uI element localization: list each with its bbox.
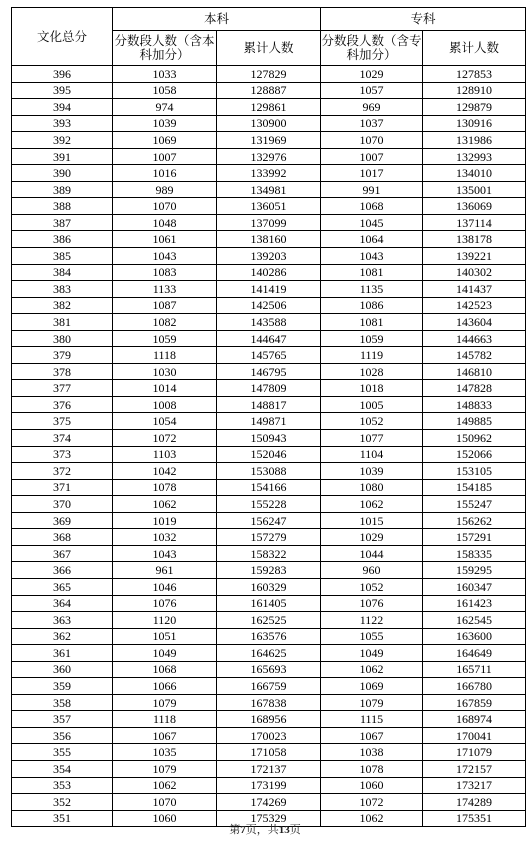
cell-score: 385	[12, 248, 113, 265]
cell-score: 383	[12, 281, 113, 298]
cell-vocational-cumulative: 143604	[423, 314, 526, 331]
header-undergraduate: 本科	[113, 8, 321, 31]
cell-score: 353	[12, 777, 113, 794]
cell-undergrad-cumulative: 165693	[217, 661, 321, 678]
cell-score: 389	[12, 181, 113, 198]
cell-undergrad-segment: 1082	[113, 314, 217, 331]
cell-undergrad-segment: 1039	[113, 115, 217, 132]
cell-vocational-segment: 1017	[321, 165, 423, 182]
cell-score: 357	[12, 711, 113, 728]
cell-undergrad-segment: 1049	[113, 645, 217, 662]
cell-score: 355	[12, 744, 113, 761]
cell-undergrad-segment: 1059	[113, 330, 217, 347]
cell-vocational-segment: 1039	[321, 463, 423, 480]
cell-vocational-cumulative: 171079	[423, 744, 526, 761]
cell-undergrad-segment: 1068	[113, 661, 217, 678]
cell-vocational-cumulative: 161423	[423, 595, 526, 612]
cell-undergrad-cumulative: 128887	[217, 82, 321, 99]
table-row	[12, 678, 526, 695]
table-row	[12, 661, 526, 678]
cell-undergrad-cumulative: 144647	[217, 330, 321, 347]
cell-score: 377	[12, 380, 113, 397]
cell-undergrad-segment: 1087	[113, 297, 217, 314]
cell-vocational-segment: 1005	[321, 396, 423, 413]
table-row	[12, 430, 526, 447]
cell-vocational-cumulative: 128910	[423, 82, 526, 99]
cell-vocational-cumulative: 163600	[423, 628, 526, 645]
table-row	[12, 380, 526, 397]
cell-vocational-segment: 1060	[321, 777, 423, 794]
cell-vocational-cumulative: 129879	[423, 99, 526, 116]
table-row	[12, 612, 526, 629]
table-row	[12, 595, 526, 612]
table-row	[12, 248, 526, 265]
cell-undergrad-segment: 1118	[113, 711, 217, 728]
table-row	[12, 512, 526, 529]
cell-vocational-segment: 1043	[321, 248, 423, 265]
table-row	[12, 148, 526, 165]
cell-score: 359	[12, 678, 113, 695]
table-row	[12, 496, 526, 513]
table-row	[12, 628, 526, 645]
cell-vocational-cumulative: 130916	[423, 115, 526, 132]
cell-score: 367	[12, 545, 113, 562]
cell-undergrad-segment: 1030	[113, 363, 217, 380]
cell-undergrad-cumulative: 143588	[217, 314, 321, 331]
cell-vocational-cumulative: 135001	[423, 181, 526, 198]
cell-score: 380	[12, 330, 113, 347]
cell-score: 375	[12, 413, 113, 430]
cell-score: 391	[12, 148, 113, 165]
cell-score: 368	[12, 529, 113, 546]
cell-undergrad-segment: 1118	[113, 347, 217, 364]
cell-undergrad-segment: 1016	[113, 165, 217, 182]
table-row	[12, 463, 526, 480]
cell-vocational-cumulative: 146810	[423, 363, 526, 380]
cell-vocational-segment: 1037	[321, 115, 423, 132]
cell-undergrad-segment: 1079	[113, 760, 217, 777]
cell-undergrad-segment: 1072	[113, 430, 217, 447]
cell-undergrad-cumulative: 152046	[217, 446, 321, 463]
table-row	[12, 363, 526, 380]
cell-vocational-segment: 1059	[321, 330, 423, 347]
cell-score: 390	[12, 165, 113, 182]
cell-vocational-segment: 1064	[321, 231, 423, 248]
cell-vocational-cumulative: 137114	[423, 214, 526, 231]
cell-undergrad-segment: 1043	[113, 248, 217, 265]
cell-vocational-segment: 1029	[321, 529, 423, 546]
cell-undergrad-cumulative: 156247	[217, 512, 321, 529]
cell-score: 384	[12, 264, 113, 281]
cell-vocational-cumulative: 175351	[423, 810, 526, 827]
cell-vocational-cumulative: 162545	[423, 612, 526, 629]
cell-undergrad-segment: 989	[113, 181, 217, 198]
cell-score: 369	[12, 512, 113, 529]
cell-score: 370	[12, 496, 113, 513]
cell-undergrad-cumulative: 161405	[217, 595, 321, 612]
cell-score: 351	[12, 810, 113, 827]
table-row	[12, 562, 526, 579]
table-row	[12, 115, 526, 132]
cell-undergrad-cumulative: 157279	[217, 529, 321, 546]
header-vocational-segment-count: 分数段人数（含专科加分）	[321, 31, 423, 66]
footer-prefix: 第	[229, 823, 241, 836]
cell-undergrad-cumulative: 137099	[217, 214, 321, 231]
cell-score: 358	[12, 694, 113, 711]
cell-vocational-segment: 1049	[321, 645, 423, 662]
cell-vocational-segment: 1079	[321, 694, 423, 711]
table-row	[12, 578, 526, 595]
table-row	[12, 545, 526, 562]
cell-score: 360	[12, 661, 113, 678]
cell-vocational-segment: 1104	[321, 446, 423, 463]
cell-undergrad-segment: 1048	[113, 214, 217, 231]
cell-undergrad-segment: 1133	[113, 281, 217, 298]
cell-undergrad-segment: 1083	[113, 264, 217, 281]
cell-undergrad-cumulative: 150943	[217, 430, 321, 447]
cell-undergrad-cumulative: 141419	[217, 281, 321, 298]
cell-vocational-segment: 1078	[321, 760, 423, 777]
cell-score: 395	[12, 82, 113, 99]
cell-undergrad-cumulative: 142506	[217, 297, 321, 314]
cell-score: 379	[12, 347, 113, 364]
cell-vocational-cumulative: 136069	[423, 198, 526, 215]
cell-vocational-cumulative: 152066	[423, 446, 526, 463]
cell-score: 387	[12, 214, 113, 231]
cell-undergrad-segment: 1046	[113, 578, 217, 595]
cell-vocational-segment: 1062	[321, 496, 423, 513]
cell-undergrad-cumulative: 148817	[217, 396, 321, 413]
cell-vocational-cumulative: 131986	[423, 132, 526, 149]
table-row	[12, 82, 526, 99]
cell-vocational-segment: 1028	[321, 363, 423, 380]
cell-undergrad-segment: 1043	[113, 545, 217, 562]
cell-vocational-segment: 1069	[321, 678, 423, 695]
cell-undergrad-segment: 1066	[113, 678, 217, 695]
score-distribution-table	[11, 7, 526, 827]
table-row	[12, 347, 526, 364]
cell-score: 363	[12, 612, 113, 629]
cell-undergrad-cumulative: 168956	[217, 711, 321, 728]
table-row	[12, 794, 526, 811]
table-row	[12, 446, 526, 463]
table-row	[12, 181, 526, 198]
table-row	[12, 132, 526, 149]
cell-vocational-cumulative: 150962	[423, 430, 526, 447]
table-row	[12, 314, 526, 331]
cell-vocational-cumulative: 172157	[423, 760, 526, 777]
footer-suffix: 页	[289, 823, 301, 836]
cell-undergrad-segment: 1079	[113, 694, 217, 711]
cell-undergrad-cumulative: 173199	[217, 777, 321, 794]
table-row	[12, 744, 526, 761]
table-row	[12, 529, 526, 546]
cell-undergrad-cumulative: 167838	[217, 694, 321, 711]
cell-undergrad-cumulative: 153088	[217, 463, 321, 480]
cell-undergrad-cumulative: 131969	[217, 132, 321, 149]
cell-undergrad-cumulative: 162525	[217, 612, 321, 629]
cell-vocational-cumulative: 134010	[423, 165, 526, 182]
cell-score: 376	[12, 396, 113, 413]
cell-score: 393	[12, 115, 113, 132]
table-row	[12, 330, 526, 347]
cell-vocational-cumulative: 145782	[423, 347, 526, 364]
cell-undergrad-segment: 1032	[113, 529, 217, 546]
table-row	[12, 727, 526, 744]
cell-undergrad-segment: 1007	[113, 148, 217, 165]
cell-undergrad-segment: 1033	[113, 66, 217, 83]
cell-undergrad-cumulative: 174269	[217, 794, 321, 811]
cell-undergrad-cumulative: 171058	[217, 744, 321, 761]
cell-vocational-cumulative: 127853	[423, 66, 526, 83]
table-row	[12, 396, 526, 413]
cell-undergrad-segment: 1051	[113, 628, 217, 645]
cell-undergrad-segment: 1062	[113, 777, 217, 794]
cell-vocational-cumulative: 141437	[423, 281, 526, 298]
cell-vocational-segment: 1044	[321, 545, 423, 562]
cell-vocational-cumulative: 164649	[423, 645, 526, 662]
cell-vocational-segment: 1045	[321, 214, 423, 231]
cell-vocational-segment: 1081	[321, 314, 423, 331]
cell-undergrad-cumulative: 149871	[217, 413, 321, 430]
cell-undergrad-cumulative: 160329	[217, 578, 321, 595]
cell-vocational-cumulative: 149885	[423, 413, 526, 430]
cell-vocational-cumulative: 148833	[423, 396, 526, 413]
cell-vocational-segment: 1062	[321, 810, 423, 827]
cell-score: 392	[12, 132, 113, 149]
cell-score: 382	[12, 297, 113, 314]
cell-vocational-segment: 1119	[321, 347, 423, 364]
cell-vocational-segment: 1080	[321, 479, 423, 496]
table-row	[12, 694, 526, 711]
header-vocational-cumulative: 累计人数	[423, 31, 526, 66]
cell-vocational-segment: 1135	[321, 281, 423, 298]
cell-vocational-segment: 1029	[321, 66, 423, 83]
cell-undergrad-cumulative: 158322	[217, 545, 321, 562]
cell-undergrad-segment: 1067	[113, 727, 217, 744]
cell-vocational-cumulative: 140302	[423, 264, 526, 281]
cell-vocational-cumulative: 168974	[423, 711, 526, 728]
cell-vocational-segment: 1062	[321, 661, 423, 678]
cell-undergrad-cumulative: 155228	[217, 496, 321, 513]
cell-score: 362	[12, 628, 113, 645]
cell-score: 356	[12, 727, 113, 744]
cell-vocational-cumulative: 157291	[423, 529, 526, 546]
table-row	[12, 711, 526, 728]
footer-total-pages: 13	[278, 824, 290, 836]
cell-vocational-cumulative: 167859	[423, 694, 526, 711]
cell-undergrad-segment: 1054	[113, 413, 217, 430]
cell-undergrad-segment: 1070	[113, 198, 217, 215]
cell-undergrad-cumulative: 163576	[217, 628, 321, 645]
cell-undergrad-segment: 1060	[113, 810, 217, 827]
cell-score: 361	[12, 645, 113, 662]
cell-vocational-segment: 1081	[321, 264, 423, 281]
cell-undergrad-segment: 1076	[113, 595, 217, 612]
cell-vocational-segment: 1077	[321, 430, 423, 447]
cell-vocational-segment: 1007	[321, 148, 423, 165]
cell-vocational-cumulative: 155247	[423, 496, 526, 513]
cell-vocational-cumulative: 144663	[423, 330, 526, 347]
cell-vocational-segment: 1052	[321, 413, 423, 430]
table-row	[12, 264, 526, 281]
cell-vocational-cumulative: 158335	[423, 545, 526, 562]
header-undergrad-cumulative: 累计人数	[217, 31, 321, 66]
table-body	[12, 66, 526, 827]
table-row	[12, 645, 526, 662]
cell-score: 373	[12, 446, 113, 463]
cell-vocational-segment: 969	[321, 99, 423, 116]
cell-vocational-segment: 1122	[321, 612, 423, 629]
cell-undergrad-segment: 1008	[113, 396, 217, 413]
cell-undergrad-segment: 1014	[113, 380, 217, 397]
cell-score: 394	[12, 99, 113, 116]
cell-undergrad-cumulative: 139203	[217, 248, 321, 265]
cell-score: 381	[12, 314, 113, 331]
cell-undergrad-segment: 1069	[113, 132, 217, 149]
cell-undergrad-cumulative: 175329	[217, 810, 321, 827]
cell-undergrad-cumulative: 146795	[217, 363, 321, 380]
table-row	[12, 214, 526, 231]
cell-vocational-cumulative: 156262	[423, 512, 526, 529]
cell-vocational-cumulative: 153105	[423, 463, 526, 480]
cell-vocational-cumulative: 159295	[423, 562, 526, 579]
cell-undergrad-segment: 1070	[113, 794, 217, 811]
cell-vocational-segment: 1070	[321, 132, 423, 149]
cell-score: 386	[12, 231, 113, 248]
cell-undergrad-segment: 1062	[113, 496, 217, 513]
cell-vocational-cumulative: 147828	[423, 380, 526, 397]
cell-undergrad-segment: 1019	[113, 512, 217, 529]
cell-undergrad-cumulative: 130900	[217, 115, 321, 132]
cell-vocational-segment: 1115	[321, 711, 423, 728]
cell-vocational-segment: 960	[321, 562, 423, 579]
cell-score: 378	[12, 363, 113, 380]
footer-page-number: 7	[240, 824, 246, 836]
header-undergrad-segment-count: 分数段人数（含本科加分）	[113, 31, 217, 66]
cell-undergrad-segment: 1078	[113, 479, 217, 496]
cell-vocational-cumulative: 170041	[423, 727, 526, 744]
cell-vocational-cumulative: 166780	[423, 678, 526, 695]
cell-vocational-segment: 1072	[321, 794, 423, 811]
cell-vocational-cumulative: 174289	[423, 794, 526, 811]
table-row	[12, 479, 526, 496]
cell-undergrad-cumulative: 133992	[217, 165, 321, 182]
cell-undergrad-cumulative: 147809	[217, 380, 321, 397]
cell-vocational-segment: 1018	[321, 380, 423, 397]
cell-vocational-cumulative: 132993	[423, 148, 526, 165]
cell-vocational-cumulative: 154185	[423, 479, 526, 496]
cell-undergrad-cumulative: 129861	[217, 99, 321, 116]
table-row	[12, 297, 526, 314]
cell-vocational-cumulative: 142523	[423, 297, 526, 314]
cell-score: 396	[12, 66, 113, 83]
table-row	[12, 66, 526, 83]
cell-undergrad-cumulative: 170023	[217, 727, 321, 744]
page-footer	[0, 823, 530, 837]
cell-undergrad-cumulative: 132976	[217, 148, 321, 165]
table-row	[12, 99, 526, 116]
cell-score: 365	[12, 578, 113, 595]
table-row	[12, 165, 526, 182]
cell-vocational-segment: 1057	[321, 82, 423, 99]
cell-undergrad-segment: 1103	[113, 446, 217, 463]
header-total-score: 文化总分	[12, 8, 113, 66]
cell-score: 366	[12, 562, 113, 579]
cell-undergrad-segment: 961	[113, 562, 217, 579]
cell-vocational-cumulative: 138178	[423, 231, 526, 248]
cell-vocational-segment: 1052	[321, 578, 423, 595]
cell-vocational-segment: 1038	[321, 744, 423, 761]
cell-vocational-segment: 1076	[321, 595, 423, 612]
cell-score: 354	[12, 760, 113, 777]
cell-score: 372	[12, 463, 113, 480]
cell-undergrad-cumulative: 164625	[217, 645, 321, 662]
cell-undergrad-segment: 1120	[113, 612, 217, 629]
cell-undergrad-segment: 1058	[113, 82, 217, 99]
cell-vocational-segment: 991	[321, 181, 423, 198]
header-vocational: 专科	[321, 8, 526, 31]
table-row	[12, 777, 526, 794]
cell-undergrad-segment: 1042	[113, 463, 217, 480]
cell-vocational-segment: 1015	[321, 512, 423, 529]
cell-vocational-cumulative: 173217	[423, 777, 526, 794]
cell-undergrad-cumulative: 140286	[217, 264, 321, 281]
cell-score: 352	[12, 794, 113, 811]
table-row	[12, 760, 526, 777]
cell-undergrad-segment: 1061	[113, 231, 217, 248]
cell-undergrad-cumulative: 136051	[217, 198, 321, 215]
cell-vocational-segment: 1068	[321, 198, 423, 215]
cell-undergrad-cumulative: 127829	[217, 66, 321, 83]
cell-score: 374	[12, 430, 113, 447]
cell-undergrad-cumulative: 154166	[217, 479, 321, 496]
cell-undergrad-cumulative: 166759	[217, 678, 321, 695]
cell-score: 371	[12, 479, 113, 496]
footer-middle: 页，共	[245, 823, 279, 836]
table-row	[12, 281, 526, 298]
cell-score: 364	[12, 595, 113, 612]
cell-vocational-cumulative: 160347	[423, 578, 526, 595]
cell-undergrad-cumulative: 172137	[217, 760, 321, 777]
cell-vocational-cumulative: 139221	[423, 248, 526, 265]
cell-undergrad-cumulative: 159283	[217, 562, 321, 579]
cell-vocational-segment: 1086	[321, 297, 423, 314]
table-row	[12, 198, 526, 215]
cell-vocational-segment: 1067	[321, 727, 423, 744]
cell-undergrad-cumulative: 138160	[217, 231, 321, 248]
cell-vocational-segment: 1055	[321, 628, 423, 645]
cell-vocational-cumulative: 165711	[423, 661, 526, 678]
cell-undergrad-cumulative: 145765	[217, 347, 321, 364]
cell-score: 388	[12, 198, 113, 215]
table-row	[12, 413, 526, 430]
table-row	[12, 231, 526, 248]
cell-undergrad-segment: 1035	[113, 744, 217, 761]
cell-undergrad-segment: 974	[113, 99, 217, 116]
cell-undergrad-cumulative: 134981	[217, 181, 321, 198]
